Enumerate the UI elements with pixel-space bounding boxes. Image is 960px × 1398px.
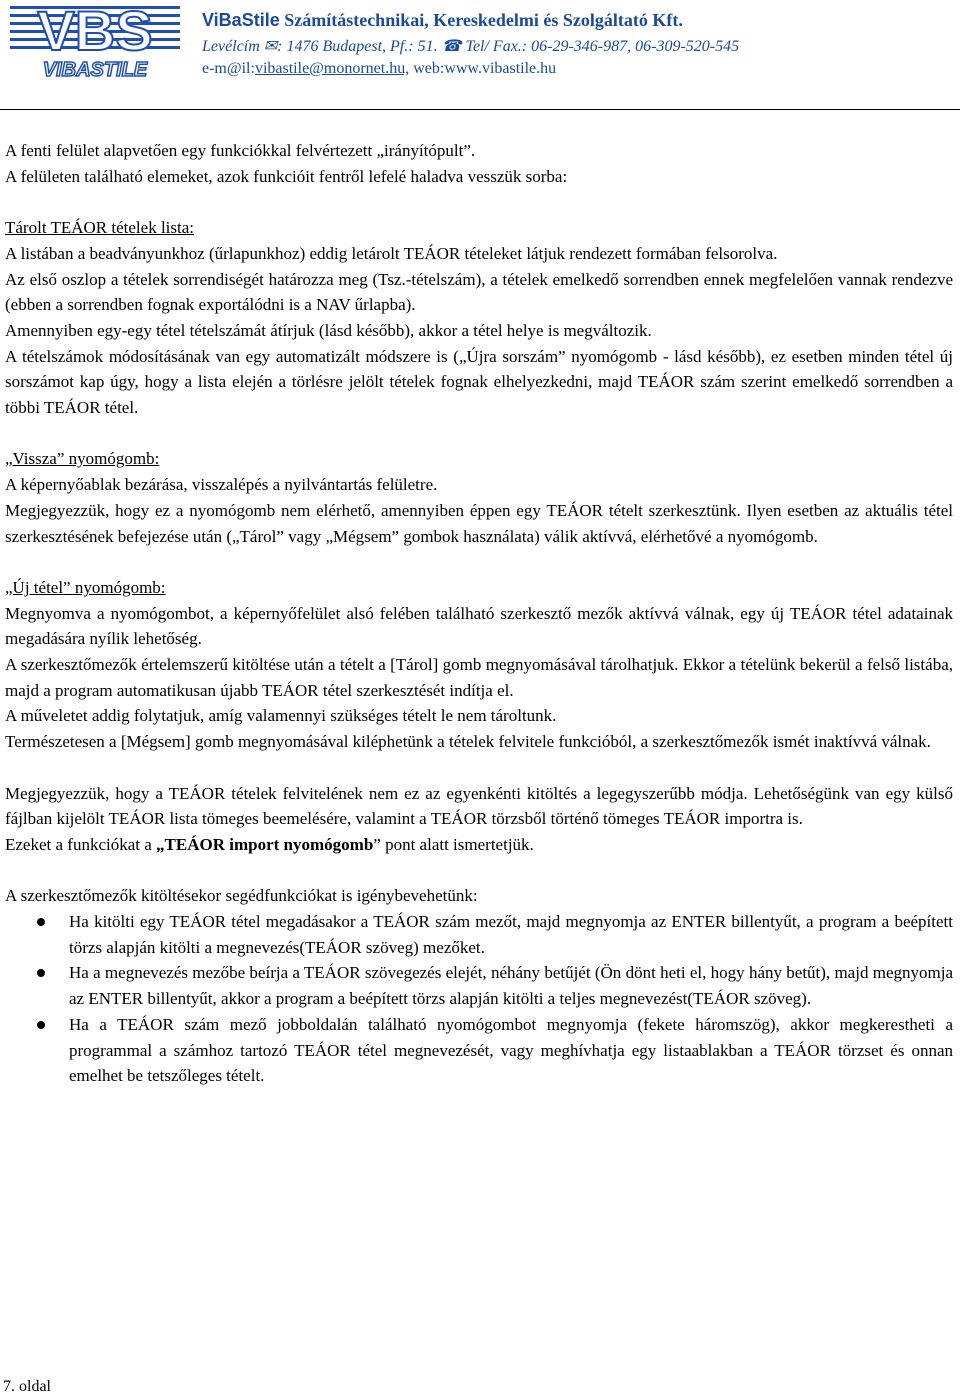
svg-text:VBS: VBS xyxy=(37,0,153,62)
paragraph: A műveletet addig folytatjuk, amíg valamennyi szükséges tételt le nem tároltunk. xyxy=(5,706,557,726)
list-item: Ha kitölti egy TEÁOR tétel megadásakor a TEÁOR szám mezőt, majd megnyomja az ENTER billentyűt, a program a beépített törzs alapján kitölti a megnevezés(TEÁOR szöveg) mezőket. xyxy=(5,909,953,960)
paragraph: A szerkesztőmezők kitöltésekor segédfunkciókat is igénybevehetünk: xyxy=(5,886,478,906)
intro-line-2: A felületen található elemeket, azok funkcióit fentről lefelé haladva vesszük sorba: xyxy=(5,166,568,186)
import-button-ref: „TEÁOR import nyomógomb xyxy=(156,834,374,854)
company-name-rest: Számítástechnikai, Kereskedelmi és Szolgáltató Kft. xyxy=(279,10,683,30)
company-logo xyxy=(10,0,180,82)
svg-text:VIBASTILE: VIBASTILE xyxy=(42,59,148,81)
helper-functions-list xyxy=(5,909,953,1089)
paragraph: A listában a beadványunkhoz (űrlapunkhoz) eddig letárolt TEÁOR tételeket látjuk rendezett formában felsorolva. xyxy=(5,243,778,263)
section-heading-list: Tárolt TEÁOR tételek lista: xyxy=(5,218,195,238)
section-heading-back: „Vissza” nyomógomb: xyxy=(5,449,160,469)
list-item: Ha a megnevezés mezőbe beírja a TEÁOR szövegezés elejét, néhány betűjét (Ön dönt heti el, hogy hány betűt), majd megnyomja az ENTER billentyűt, akkor a program a beépített törzs alapján kitölti a teljes megnevezést(TEÁOR szöveg). xyxy=(5,960,953,1011)
company-brand: ViBaStile xyxy=(202,10,280,30)
header-divider xyxy=(0,109,960,110)
paragraph: A szerkesztőmezők értelemszerű kitöltése után a tételt a [Tárol] gomb megnyomásával tárolhatjuk. Ekkor a tételünk bekerül a felső listába, majd a program automatikusan újabb TEÁOR tétel szerkesztését indítja el. xyxy=(5,655,953,700)
paragraph: Megjegyezzük, hogy ez a nyomógomb nem elérhető, amennyiben éppen egy TEÁOR tételt szerkesztünk. Ilyen esetben az aktuális tétel szerkesztésének befejezése után („Tárol” vagy „Mégsem” gombok használata) válik aktívvá, elérhetővé a nyomógomb. xyxy=(5,500,953,546)
contact-address: Levélcím ✉: 1476 Budapest, Pf.: 51. ☎ Tel/ Fax.: 06-29-346-987, 06-309-520-545 xyxy=(202,38,740,55)
letterhead xyxy=(0,0,960,110)
paragraph: Megnyomva a nyomógombot, a képernyőfelület alsó felében található szerkesztő mezők aktívvá válnak, egy új TEÁOR tétel adatainak megadására nyílik lehetőség. xyxy=(5,603,953,649)
paragraph: Az első oszlop a tételek sorrendiségét határozza meg (Tsz.-tételszám), a tételek emelkedő sorrendben ennek megfelelően vannak rendezve (ebben a sorrendben fognak exportálódni is a NAV űrlapba). xyxy=(5,269,953,315)
document-body xyxy=(5,138,953,1089)
email-label: e-m@il: xyxy=(202,60,255,77)
section-heading-new-item: „Új tétel” nyomógomb: xyxy=(5,577,166,597)
paragraph-import-ref: Ezeket a funkciókat a „TEÁOR import nyomógomb” pont alatt ismertetjük. xyxy=(5,834,534,854)
list-item: Ha a TEÁOR szám mező jobboldalán található nyomógombot megnyomja (fekete háromszög), akkor megkerestheti a programmal a számhoz tartozó TEÁOR tétel megnevezését, vagy meghívhatja egy listaablakban a TEÁOR törzset és onnan emelhet be tetszőleges tételt. xyxy=(5,1012,953,1089)
page-number: 7. oldal xyxy=(3,1378,51,1395)
paragraph: A képernyőablak bezárása, visszalépés a nyilvántartás felületre. xyxy=(5,475,438,495)
email-link[interactable]: vibastile@monornet.hu, xyxy=(254,60,410,77)
web-address: web:www.vibastile.hu xyxy=(409,60,557,77)
paragraph: Amennyiben egy-egy tétel tételszámát átírjuk (lásd később), akkor a tétel helye is megváltozik. xyxy=(5,320,652,340)
paragraph: Megjegyezzük, hogy a TEÁOR tételek felvitelének nem ez az egyenkénti kitöltés a legegyszerűbb módja. Lehetőségünk van egy külső fájlban kijelölt TEÁOR lista tömeges beemelésére, valamint a TEÁOR törzsből történő tömeges TEÁOR importra is. xyxy=(5,783,953,829)
intro-line-1: A fenti felület alapvetően egy funkciókkal felvértezett „irányítópult”. xyxy=(5,141,476,160)
company-name xyxy=(202,10,683,31)
paragraph: A tételszámok módosításának van egy automatizált módszere is („Újra sorszám” nyomógomb - lásd később), ez esetben minden tétel új sorszámot kap úgy, hogy a lista elején a törlésre jelölt tételek fognak elhelyezkedni, majd TEÁOR szám szerint emelkedő sorrendben a többi TEÁOR tétel. xyxy=(5,346,953,418)
contact-web xyxy=(202,60,556,78)
paragraph: Természetesen a [Mégsem] gomb megnyomásával kiléphetünk a tételek felvitele funkcióból, a szerkesztőmezők ismét inaktívvá válnak. xyxy=(5,732,931,752)
